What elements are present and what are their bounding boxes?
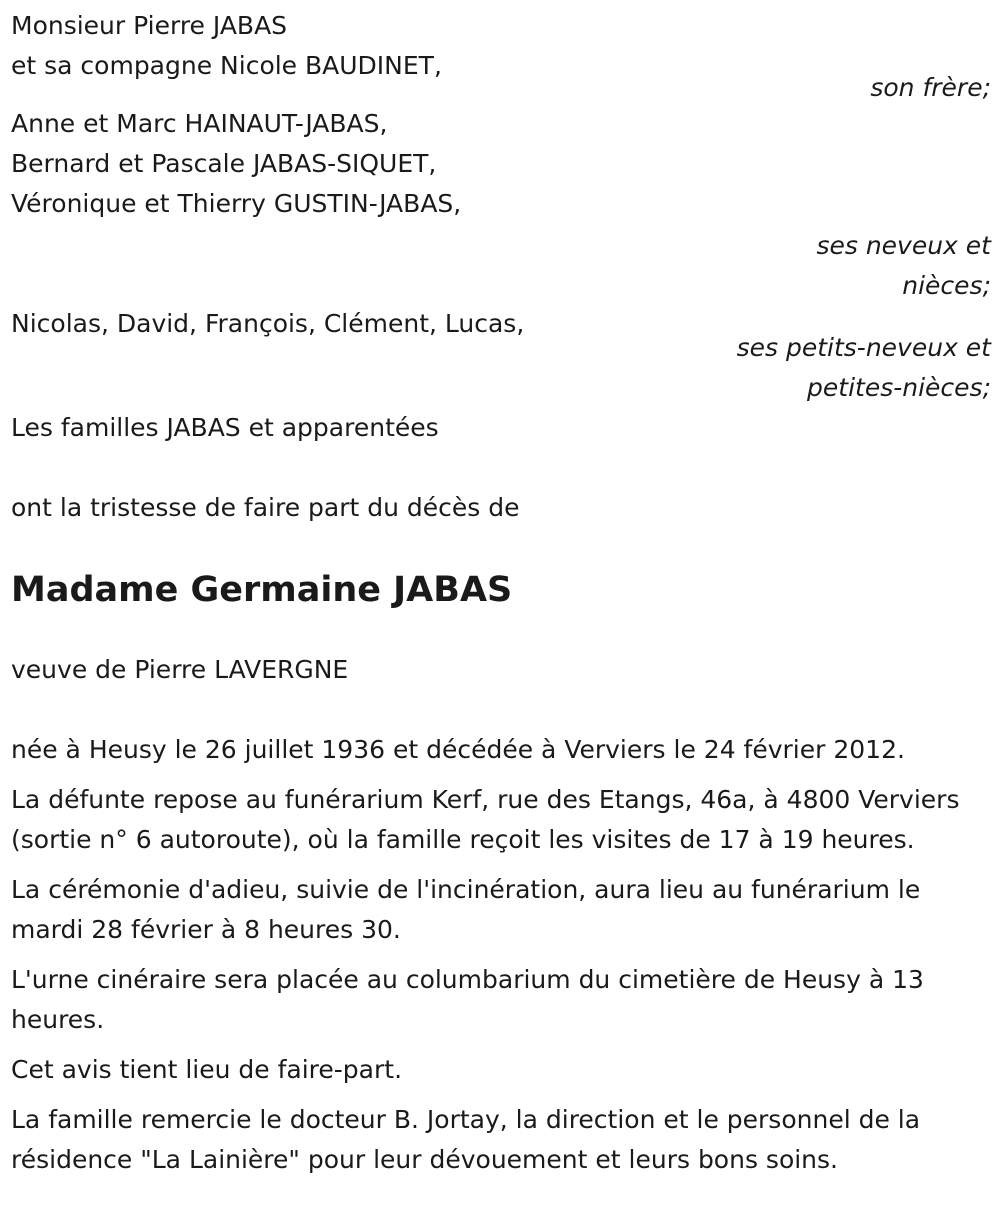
brother-block [11,6,991,108]
brother-companion: et sa compagne Nicole BAUDINET, [11,51,442,80]
thanks-paragraph: La famille remercie le docteur B. Jortay, la direction et le personnel de la résidence "La Lainière" pour leur dévouement et leurs bons soins. [11,1105,921,1174]
deceased-name: Madame Germaine JABAS [11,570,513,610]
nephews-role-line2: nièces; [902,271,991,300]
nephews-block [11,104,991,306]
nephew-line: Véronique et Thierry GUSTIN-JABAS, [11,189,462,218]
ceremony-info: La cérémonie d'adieu, suivie de l'incinération, aura lieu au funérarium le mardi 28 février à 8 heures 30. [11,875,921,944]
nephew-line: Bernard et Pascale JABAS-SIQUET, [11,149,437,178]
grand-nephews-role-line2: petites-nièces; [807,373,991,402]
grand-nephews-block [11,304,991,408]
urn-info: L'urne cinéraire sera placée au columbarium du cimetière de Heusy à 13 heures. [11,965,924,1034]
details-section [11,730,991,1180]
brother-role: son frère; [870,73,991,102]
widow-of: veuve de Pierre LAVERGNE [11,655,349,684]
obituary-notice [11,6,991,1190]
grand-nephews-role-line1: ses petits-neveux et [736,333,991,362]
nephews-role-line1: ses neveux et [816,231,991,260]
grand-nephews-names: Nicolas, David, François, Clément, Lucas, [11,309,525,338]
notice-statement: Cet avis tient lieu de faire-part. [11,1055,403,1084]
related-families: Les familles JABAS et apparentées [11,413,439,442]
nephew-line: Anne et Marc HAINAUT-JABAS, [11,109,388,138]
announcement-text: ont la tristesse de faire part du décès de [11,493,520,522]
funeral-home-info: La défunte repose au funérarium Kerf, rue des Etangs, 46a, à 4800 Verviers (sortie n° 6 autoroute), où la famille reçoit les visites de 17 à 19 heures. [11,785,960,854]
brother-name: Monsieur Pierre JABAS [11,11,288,40]
birth-death-dates: née à Heusy le 26 juillet 1936 et décédée à Verviers le 24 février 2012. [11,735,905,764]
